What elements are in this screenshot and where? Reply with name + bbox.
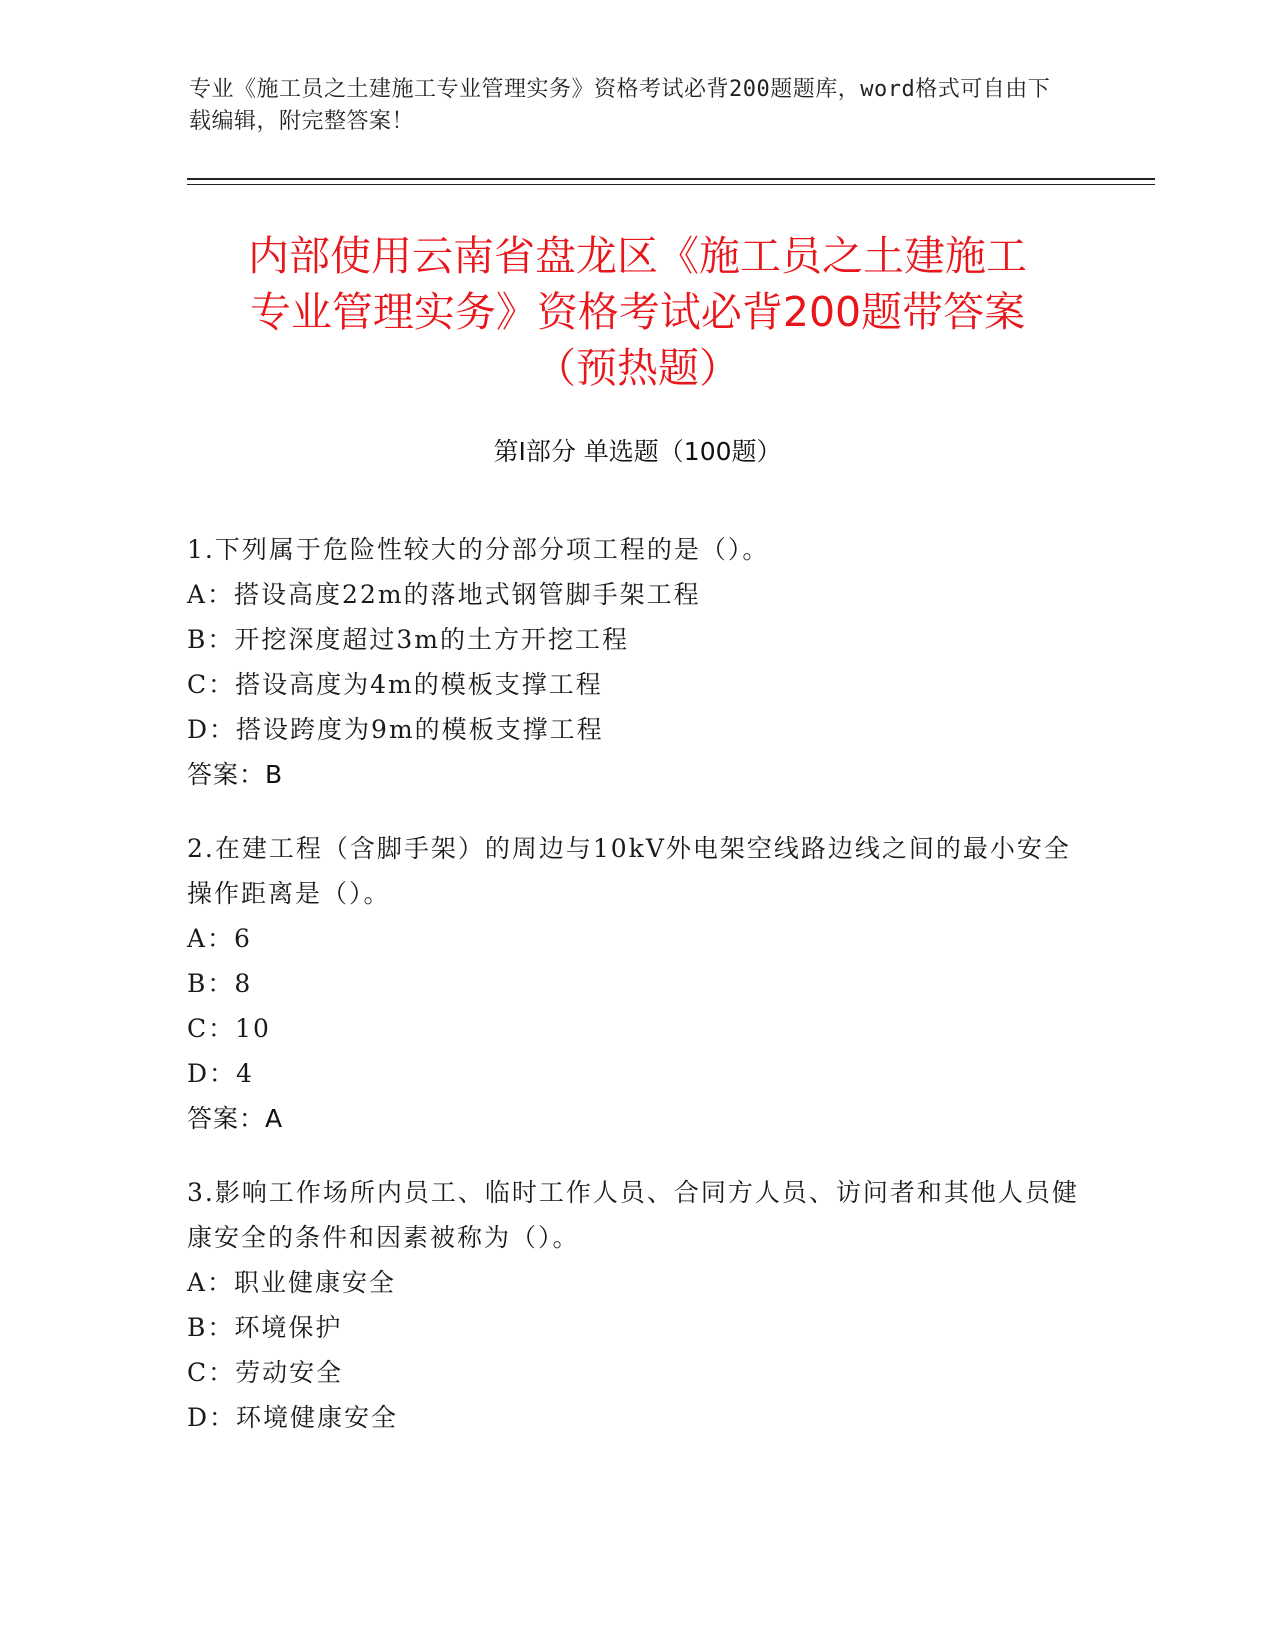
- question-1: [187, 527, 1087, 798]
- option-b: B：环境保护: [187, 1313, 343, 1342]
- option-a: A：6: [187, 924, 252, 953]
- answer-line: [187, 752, 1087, 798]
- option-b: B：开挖深度超过3m的土方开挖工程: [187, 625, 629, 654]
- option-d: D：4: [187, 1059, 254, 1088]
- answer-label: 答案：: [187, 760, 266, 789]
- header-divider-thick: [187, 178, 1155, 180]
- option-c: C：劳动安全: [187, 1358, 344, 1387]
- question-stem: 3.影响工作场所内员工、临时工作人员、合同方人员、访问者和其他人员健康安全的条件和因素被称为（）。: [187, 1178, 1079, 1252]
- title-line-3: （预热题）: [535, 344, 740, 392]
- answer-line: [187, 1096, 1087, 1142]
- answer-label: 答案：: [187, 1104, 266, 1133]
- header-note: 专业《施工员之土建施工专业管理实务》资格考试必背200题题库，word格式可自由下载编辑，附完整答案！: [189, 77, 1051, 134]
- question-stem: 1.下列属于危险性较大的分部分项工程的是（）。: [187, 535, 770, 564]
- option-a: A：职业健康安全: [187, 1268, 397, 1297]
- question-stem: 2.在建工程（含脚手架）的周边与10kV外电架空线路边线之间的最小安全操作距离是（）。: [187, 834, 1071, 908]
- option-b: B：8: [187, 969, 253, 998]
- option-d: D：搭设跨度为9m的模板支撑工程: [187, 715, 604, 744]
- answer-value: A: [265, 1104, 283, 1133]
- header-divider-thin: [187, 184, 1155, 185]
- section-heading: 第Ⅰ部分 单选题（100题）: [493, 437, 782, 466]
- title-line-1: 内部使用云南省盘龙区《施工员之土建施工: [248, 232, 1027, 280]
- option-c: C：搭设高度为4m的模板支撑工程: [187, 670, 603, 699]
- option-c: C：10: [187, 1014, 271, 1043]
- answer-value: B: [265, 760, 283, 789]
- question-2: [187, 826, 1087, 1142]
- title-line-2: 专业管理实务》资格考试必背200题带答案: [249, 288, 1026, 336]
- option-d: D：环境健康安全: [187, 1403, 399, 1432]
- question-3: [187, 1170, 1087, 1440]
- option-a: A：搭设高度22m的落地式钢管脚手架工程: [187, 580, 701, 609]
- question-list: [187, 527, 1087, 1468]
- document-title: [150, 228, 1125, 396]
